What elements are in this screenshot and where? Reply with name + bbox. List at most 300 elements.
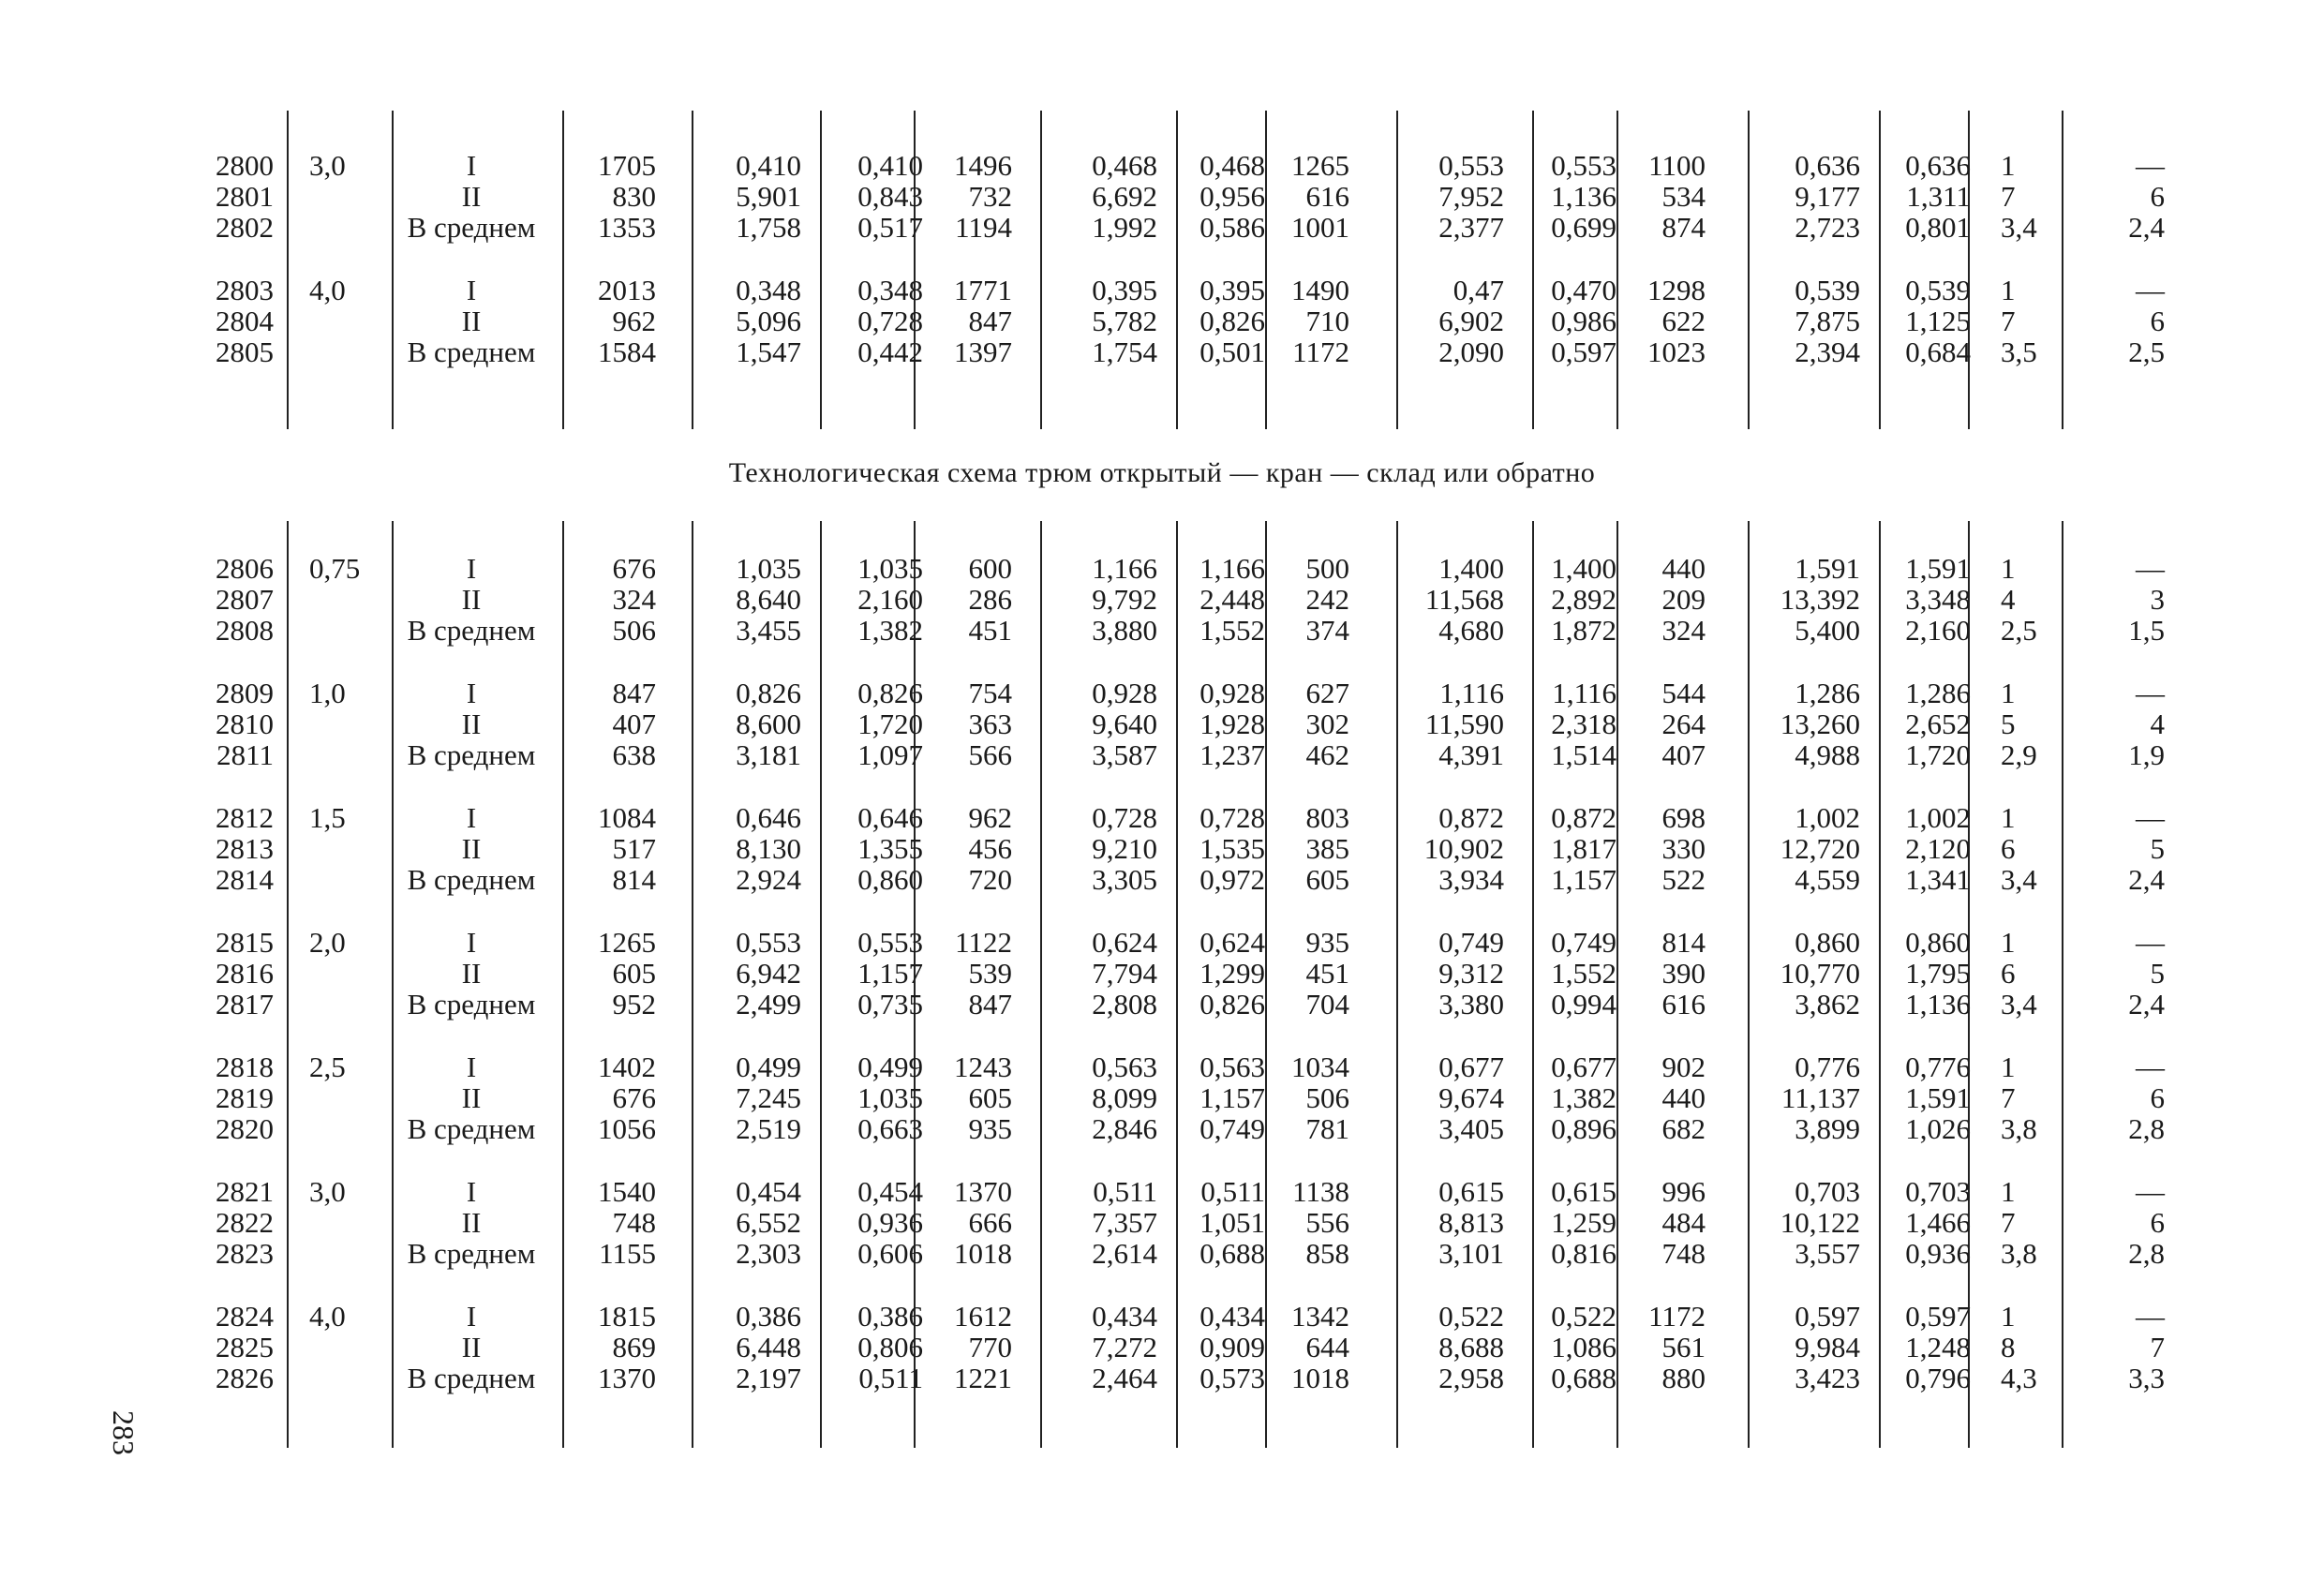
table-cell: 1,9 xyxy=(2128,738,2165,771)
table-cell: 13,260 xyxy=(1780,708,1860,740)
table-cell: — xyxy=(2136,552,2165,585)
table-cell: 2,723 xyxy=(1795,211,1860,244)
table-cell: 0,511 xyxy=(1093,1175,1157,1208)
table-cell: 1370 xyxy=(598,1362,656,1394)
table-cell: 11,568 xyxy=(1424,583,1504,616)
table-cell: 1,355 xyxy=(857,832,923,865)
table-cell: 0,826 xyxy=(1199,305,1265,337)
table-cell: 0,872 xyxy=(1551,801,1616,834)
table-cell: 0,872 xyxy=(1438,801,1504,834)
table-cell: 3,899 xyxy=(1795,1112,1860,1145)
table-cell: 0,454 xyxy=(857,1175,923,1208)
table-cell: 2816 xyxy=(216,957,274,990)
table-cell: 1,382 xyxy=(1551,1081,1616,1114)
table-cell: 1,514 xyxy=(1551,738,1616,771)
table-cell: 2807 xyxy=(216,583,274,616)
table-cell: 2823 xyxy=(216,1237,274,1270)
table-cell: 0,796 xyxy=(1905,1362,1971,1394)
table-cell: 3,181 xyxy=(736,738,801,771)
table-cell: 0,410 xyxy=(857,149,923,182)
table-cell: 1298 xyxy=(1647,274,1706,306)
table-cell: 1,928 xyxy=(1199,708,1265,740)
table-cell: 2,5 xyxy=(2128,335,2165,368)
table-cell: 0,806 xyxy=(857,1331,923,1363)
table-cell: В среднем xyxy=(407,211,536,244)
table-cell: 1138 xyxy=(1292,1175,1349,1208)
table-cell: 1,259 xyxy=(1551,1206,1616,1239)
table-cell: 1,002 xyxy=(1795,801,1860,834)
table-cell: 6 xyxy=(2150,1206,2165,1239)
table-cell: 3,4 xyxy=(2001,211,2037,244)
table-cell: 2,8 xyxy=(2128,1237,2165,1270)
table-cell: 1771 xyxy=(954,274,1012,306)
table-cell: 4,391 xyxy=(1438,738,1504,771)
table-cell: 7 xyxy=(2001,1206,2016,1239)
table-cell: 1,299 xyxy=(1199,957,1265,990)
table-cell: 0,860 xyxy=(857,863,923,896)
table-cell: 720 xyxy=(968,863,1012,896)
table-cell: 13,392 xyxy=(1780,583,1860,616)
table-cell: 407 xyxy=(612,708,656,740)
table-cell: 1 xyxy=(2001,801,2016,834)
table-cell: 3,557 xyxy=(1795,1237,1860,1270)
table-cell: 2,318 xyxy=(1551,708,1616,740)
table-cell: 3,587 xyxy=(1092,738,1157,771)
table-cell: 0,47 xyxy=(1452,274,1504,306)
table-cell: 0,434 xyxy=(1199,1300,1265,1333)
table-cell: 1,552 xyxy=(1551,957,1616,990)
table-cell: 0,936 xyxy=(857,1206,923,1239)
table-cell: 0,636 xyxy=(1905,149,1971,182)
table-cell: 1,720 xyxy=(1905,738,1971,771)
table-cell: 2822 xyxy=(216,1206,274,1239)
table-cell: 4,0 xyxy=(309,274,346,306)
table-cell: 0,454 xyxy=(736,1175,801,1208)
table-cell: 0,688 xyxy=(1199,1237,1265,1270)
table-cell: 10,902 xyxy=(1423,832,1504,865)
table-cell: 0,606 xyxy=(857,1237,923,1270)
table-cell: 0,928 xyxy=(1092,677,1157,709)
table-cell: 0,553 xyxy=(1551,149,1616,182)
table-cell: 2,0 xyxy=(309,926,346,959)
table-cell: 3,405 xyxy=(1438,1112,1504,1145)
table-cell: 644 xyxy=(1305,1331,1349,1363)
table-cell: 544 xyxy=(1661,677,1706,709)
table-cell: 698 xyxy=(1661,801,1706,834)
table-cell: 952 xyxy=(612,988,656,1020)
table-cell: 0,826 xyxy=(1199,988,1265,1020)
table-cell: 0,511 xyxy=(1200,1175,1265,1208)
table-cell: 1,341 xyxy=(1905,863,1971,896)
table-cell: 385 xyxy=(1305,832,1349,865)
table-cell: 0,646 xyxy=(857,801,923,834)
table-cell: 264 xyxy=(1661,708,1706,740)
table-cell: 5 xyxy=(2001,708,2016,740)
table-cell: 2812 xyxy=(216,801,274,834)
table-cell: 0,597 xyxy=(1795,1300,1860,1333)
table-cell: 9,177 xyxy=(1795,180,1860,213)
table-cell: 2,499 xyxy=(736,988,801,1020)
table-cell: 8,130 xyxy=(736,832,801,865)
column-rule xyxy=(1040,521,1042,1448)
table-cell: 0,499 xyxy=(857,1050,923,1083)
table-cell: 814 xyxy=(612,863,656,896)
table-cell: 8,600 xyxy=(736,708,801,740)
table-cell: 209 xyxy=(1661,583,1706,616)
table-cell: 627 xyxy=(1305,677,1349,709)
table-cell: 0,688 xyxy=(1551,1362,1616,1394)
table-cell: 0,936 xyxy=(1905,1237,1971,1270)
table-cell: 1023 xyxy=(1647,335,1706,368)
table-cell: II xyxy=(461,180,482,213)
table-cell: 1,992 xyxy=(1092,211,1157,244)
table-cell: 2824 xyxy=(216,1300,274,1333)
table-cell: 754 xyxy=(968,677,1012,709)
table-cell: 0,826 xyxy=(857,677,923,709)
table-cell: 622 xyxy=(1661,305,1706,337)
table-cell: 0,470 xyxy=(1551,274,1616,306)
table-cell: 10,770 xyxy=(1780,957,1860,990)
table-cell: 2809 xyxy=(216,677,274,709)
table-cell: 2810 xyxy=(216,708,274,740)
table-cell: 10,122 xyxy=(1780,1206,1860,1239)
table-cell: 1,795 xyxy=(1905,957,1971,990)
table-cell: 4,680 xyxy=(1438,614,1504,647)
table-cell: 962 xyxy=(612,305,656,337)
table-cell: 0,597 xyxy=(1551,335,1616,368)
table-cell: 1,286 xyxy=(1795,677,1860,709)
table-cell: 0,442 xyxy=(857,335,923,368)
table-cell: 451 xyxy=(968,614,1012,647)
table-cell: 1,116 xyxy=(1552,677,1616,709)
table-cell: 5,400 xyxy=(1795,614,1860,647)
table-cell: 5 xyxy=(2150,832,2165,865)
table-cell: 1034 xyxy=(1291,1050,1349,1083)
table-cell: — xyxy=(2136,1050,2165,1083)
table-cell: 2,652 xyxy=(1905,708,1971,740)
table-cell: 0,956 xyxy=(1199,180,1265,213)
table-cell: 390 xyxy=(1661,957,1706,990)
table-cell: 1,157 xyxy=(1199,1081,1265,1114)
table-cell: 2826 xyxy=(216,1362,274,1394)
table-cell: 2825 xyxy=(216,1331,274,1363)
table-cell: 1265 xyxy=(1291,149,1349,182)
table-cell: 0,553 xyxy=(1438,149,1504,182)
table-cell: 1,116 xyxy=(1439,677,1504,709)
table-cell: 0,563 xyxy=(1199,1050,1265,1083)
table-cell: 374 xyxy=(1305,614,1349,647)
table-cell: 732 xyxy=(968,180,1012,213)
table-cell: 0,386 xyxy=(857,1300,923,1333)
table-cell: 3,4 xyxy=(2001,863,2037,896)
table-cell: 0,434 xyxy=(1092,1300,1157,1333)
table-cell: 0,615 xyxy=(1438,1175,1504,1208)
table-cell: 0,624 xyxy=(1199,926,1265,959)
table-cell: 9,210 xyxy=(1092,832,1157,865)
table-cell: 0,395 xyxy=(1092,274,1157,306)
table-cell: II xyxy=(461,305,482,337)
table-cell: 3,4 xyxy=(2001,988,2037,1020)
table-cell: 1,872 xyxy=(1551,614,1616,647)
table-cell: 2,924 xyxy=(736,863,801,896)
table-cell: 6 xyxy=(2150,1081,2165,1114)
table-cell: 0,843 xyxy=(857,180,923,213)
table-cell: 0,522 xyxy=(1551,1300,1616,1333)
table-cell: В среднем xyxy=(407,863,536,896)
table-cell: 1,237 xyxy=(1199,738,1265,771)
table-cell: 748 xyxy=(1661,1237,1706,1270)
table-cell: 847 xyxy=(968,305,1012,337)
table-cell: 2806 xyxy=(216,552,274,585)
table-cell: 0,860 xyxy=(1795,926,1860,959)
table-cell: 1540 xyxy=(598,1175,656,1208)
table-cell: 2802 xyxy=(216,211,274,244)
table-cell: 9,674 xyxy=(1438,1081,1504,1114)
table-cell: I xyxy=(466,801,477,834)
table-cell: 676 xyxy=(612,552,656,585)
table-cell: 451 xyxy=(1305,957,1349,990)
table-cell: — xyxy=(2136,801,2165,834)
table-cell: II xyxy=(461,708,482,740)
table-cell: 1155 xyxy=(599,1237,656,1270)
table-cell: 1612 xyxy=(954,1300,1012,1333)
table-cell: 3,862 xyxy=(1795,988,1860,1020)
table-cell: 1,035 xyxy=(736,552,801,585)
table-cell: 1,5 xyxy=(2128,614,2165,647)
table-cell: 0,684 xyxy=(1905,335,1971,368)
table-cell: 1 xyxy=(2001,274,2016,306)
table-cell: 517 xyxy=(612,832,656,865)
table-cell: 1,591 xyxy=(1905,552,1971,585)
table-cell: 1056 xyxy=(598,1112,656,1145)
table-cell: 0,677 xyxy=(1551,1050,1616,1083)
table-cell: — xyxy=(2136,677,2165,709)
table-cell: 6 xyxy=(2150,305,2165,337)
table-cell: 456 xyxy=(968,832,1012,865)
table-cell: 7 xyxy=(2001,1081,2016,1114)
table-cell: 0,539 xyxy=(1905,274,1971,306)
table-cell: 2,846 xyxy=(1092,1112,1157,1145)
table-cell: 2804 xyxy=(216,305,274,337)
table-cell: 0,896 xyxy=(1551,1112,1616,1145)
table-cell: 3,380 xyxy=(1438,988,1504,1020)
table-cell: 605 xyxy=(968,1081,1012,1114)
column-rule xyxy=(820,521,822,1448)
table-cell: 1,125 xyxy=(1905,305,1971,337)
table-cell: 2,160 xyxy=(1905,614,1971,647)
table-cell: 0,776 xyxy=(1795,1050,1860,1083)
table-cell: 0,573 xyxy=(1199,1362,1265,1394)
table-cell: 869 xyxy=(612,1331,656,1363)
table-cell: 9,984 xyxy=(1795,1331,1860,1363)
table-cell: 324 xyxy=(1661,614,1706,647)
table-cell: 803 xyxy=(1305,801,1349,834)
table-cell: 6,942 xyxy=(736,957,801,990)
table-cell: 638 xyxy=(612,738,656,771)
table-cell: 0,703 xyxy=(1905,1175,1971,1208)
table-cell: 0,410 xyxy=(736,149,801,182)
table-cell: 1,535 xyxy=(1199,832,1265,865)
table-cell: 0,816 xyxy=(1551,1237,1616,1270)
table-cell: 11,590 xyxy=(1424,708,1504,740)
table-cell: 0,615 xyxy=(1551,1175,1616,1208)
table-cell: 2820 xyxy=(216,1112,274,1145)
table-cell: 0,636 xyxy=(1795,149,1860,182)
table-cell: 0,826 xyxy=(736,677,801,709)
table-cell: 1,754 xyxy=(1092,335,1157,368)
table-cell: 2808 xyxy=(216,614,274,647)
table-cell: 330 xyxy=(1661,832,1706,865)
table-cell: 605 xyxy=(612,957,656,990)
table-cell: 440 xyxy=(1661,552,1706,585)
table-cell: 1194 xyxy=(955,211,1012,244)
table-cell: 1,817 xyxy=(1551,832,1616,865)
table-cell: I xyxy=(466,677,477,709)
table-cell: 0,468 xyxy=(1199,149,1265,182)
table-cell: 847 xyxy=(612,677,656,709)
table-cell: 1,035 xyxy=(857,1081,923,1114)
table-cell: В среднем xyxy=(407,1237,536,1270)
table-cell: 4,559 xyxy=(1795,863,1860,896)
table-cell: 9,640 xyxy=(1092,708,1157,740)
table-cell: 534 xyxy=(1661,180,1706,213)
table-cell: 1,382 xyxy=(857,614,923,647)
table-cell: 2,892 xyxy=(1551,583,1616,616)
column-rule xyxy=(692,521,693,1448)
table-cell: 605 xyxy=(1305,863,1349,896)
table-cell: 2,160 xyxy=(857,583,923,616)
table-cell: 0,563 xyxy=(1092,1050,1157,1083)
table-cell: 556 xyxy=(1305,1206,1349,1239)
table-cell: II xyxy=(461,957,482,990)
table-cell: 6 xyxy=(2150,180,2165,213)
table-cell: 1084 xyxy=(598,801,656,834)
table-cell: 3,0 xyxy=(309,149,346,182)
table-cell: 847 xyxy=(968,988,1012,1020)
table-cell: 0,728 xyxy=(1092,801,1157,834)
table-cell: 1 xyxy=(2001,149,2016,182)
table-cell: 4 xyxy=(2001,583,2016,616)
table-cell: 710 xyxy=(1305,305,1349,337)
table-cell: 0,699 xyxy=(1551,211,1616,244)
table-cell: 8,099 xyxy=(1092,1081,1157,1114)
table-cell: 3,423 xyxy=(1795,1362,1860,1394)
table-cell: 0,499 xyxy=(736,1050,801,1083)
table-cell: 2819 xyxy=(216,1081,274,1114)
table-cell: 0,348 xyxy=(736,274,801,306)
table-cell: 1 xyxy=(2001,552,2016,585)
table-cell: — xyxy=(2136,926,2165,959)
table-cell: 0,348 xyxy=(857,274,923,306)
table-cell: 2,448 xyxy=(1199,583,1265,616)
table-cell: 0,501 xyxy=(1199,335,1265,368)
table-cell: 0,909 xyxy=(1199,1331,1265,1363)
table-cell: 3,348 xyxy=(1905,583,1971,616)
table-cell: 1,157 xyxy=(1551,863,1616,896)
table-cell: 1,086 xyxy=(1551,1331,1616,1363)
table-cell: I xyxy=(466,1050,477,1083)
table-cell: 500 xyxy=(1305,552,1349,585)
table-cell: 2,5 xyxy=(309,1050,346,1083)
table-cell: I xyxy=(466,552,477,585)
table-cell: 0,776 xyxy=(1905,1050,1971,1083)
table-cell: 1,248 xyxy=(1905,1331,1971,1363)
table-cell: 12,720 xyxy=(1780,832,1860,865)
table-cell: 2,8 xyxy=(2128,1112,2165,1145)
table-cell: 1,552 xyxy=(1199,614,1265,647)
table-cell: 1243 xyxy=(954,1050,1012,1083)
table-cell: 2814 xyxy=(216,863,274,896)
table-cell: 2,197 xyxy=(736,1362,801,1394)
table-cell: 7,952 xyxy=(1438,180,1504,213)
table-cell: 9,312 xyxy=(1438,957,1504,990)
table-cell: 2,4 xyxy=(2128,211,2165,244)
table-cell: 770 xyxy=(968,1331,1012,1363)
table-cell: 616 xyxy=(1305,180,1349,213)
table-cell: 2811 xyxy=(216,738,274,771)
table-cell: 0,972 xyxy=(1199,863,1265,896)
table-cell: 2,394 xyxy=(1795,335,1860,368)
table-cell: 2,614 xyxy=(1092,1237,1157,1270)
table-cell: 682 xyxy=(1661,1112,1706,1145)
table-cell: 1353 xyxy=(598,211,656,244)
table-cell: 1,166 xyxy=(1199,552,1265,585)
table-cell: 0,597 xyxy=(1905,1300,1971,1333)
table-cell: 6,448 xyxy=(736,1331,801,1363)
table-cell: 704 xyxy=(1305,988,1349,1020)
table-cell: 1,466 xyxy=(1905,1206,1971,1239)
table-cell: 0,511 xyxy=(858,1362,923,1394)
table-cell: 3,305 xyxy=(1092,863,1157,896)
table-cell: 2,464 xyxy=(1092,1362,1157,1394)
table-cell: 1397 xyxy=(954,335,1012,368)
table-cell: 2821 xyxy=(216,1175,274,1208)
table-cell: 6,552 xyxy=(736,1206,801,1239)
table-cell: 1018 xyxy=(954,1237,1012,1270)
table-cell: 1,400 xyxy=(1438,552,1504,585)
table-cell: 4,0 xyxy=(309,1300,346,1333)
table-cell: 1,5 xyxy=(309,801,346,834)
table-cell: 5,782 xyxy=(1092,305,1157,337)
table-cell: 2,958 xyxy=(1438,1362,1504,1394)
table-cell: 1402 xyxy=(598,1050,656,1083)
table-cell: 506 xyxy=(612,614,656,647)
table-cell: 302 xyxy=(1305,708,1349,740)
table-cell: 0,928 xyxy=(1199,677,1265,709)
table-cell: В среднем xyxy=(407,614,536,647)
table-cell: 7,357 xyxy=(1092,1206,1157,1239)
table-cell: 242 xyxy=(1305,583,1349,616)
table-cell: 4,3 xyxy=(2001,1362,2037,1394)
table-cell: 407 xyxy=(1661,738,1706,771)
table-cell: 1,286 xyxy=(1905,677,1971,709)
table-cell: 1815 xyxy=(598,1300,656,1333)
table-cell: 1 xyxy=(2001,677,2016,709)
table-cell: 2,377 xyxy=(1438,211,1504,244)
table-cell: 7 xyxy=(2001,305,2016,337)
table-cell: 0,553 xyxy=(736,926,801,959)
table-cell: 3 xyxy=(2150,583,2165,616)
table-cell: 0,386 xyxy=(736,1300,801,1333)
table-cell: 7 xyxy=(2150,1331,2165,1363)
table-cell: 7,245 xyxy=(736,1081,801,1114)
table-cell: 0,801 xyxy=(1905,211,1971,244)
table-cell: 440 xyxy=(1661,1081,1706,1114)
table-cell: 1,097 xyxy=(857,738,923,771)
table-cell: 2,4 xyxy=(2128,863,2165,896)
table-cell: 666 xyxy=(968,1206,1012,1239)
table-cell: 1496 xyxy=(954,149,1012,182)
